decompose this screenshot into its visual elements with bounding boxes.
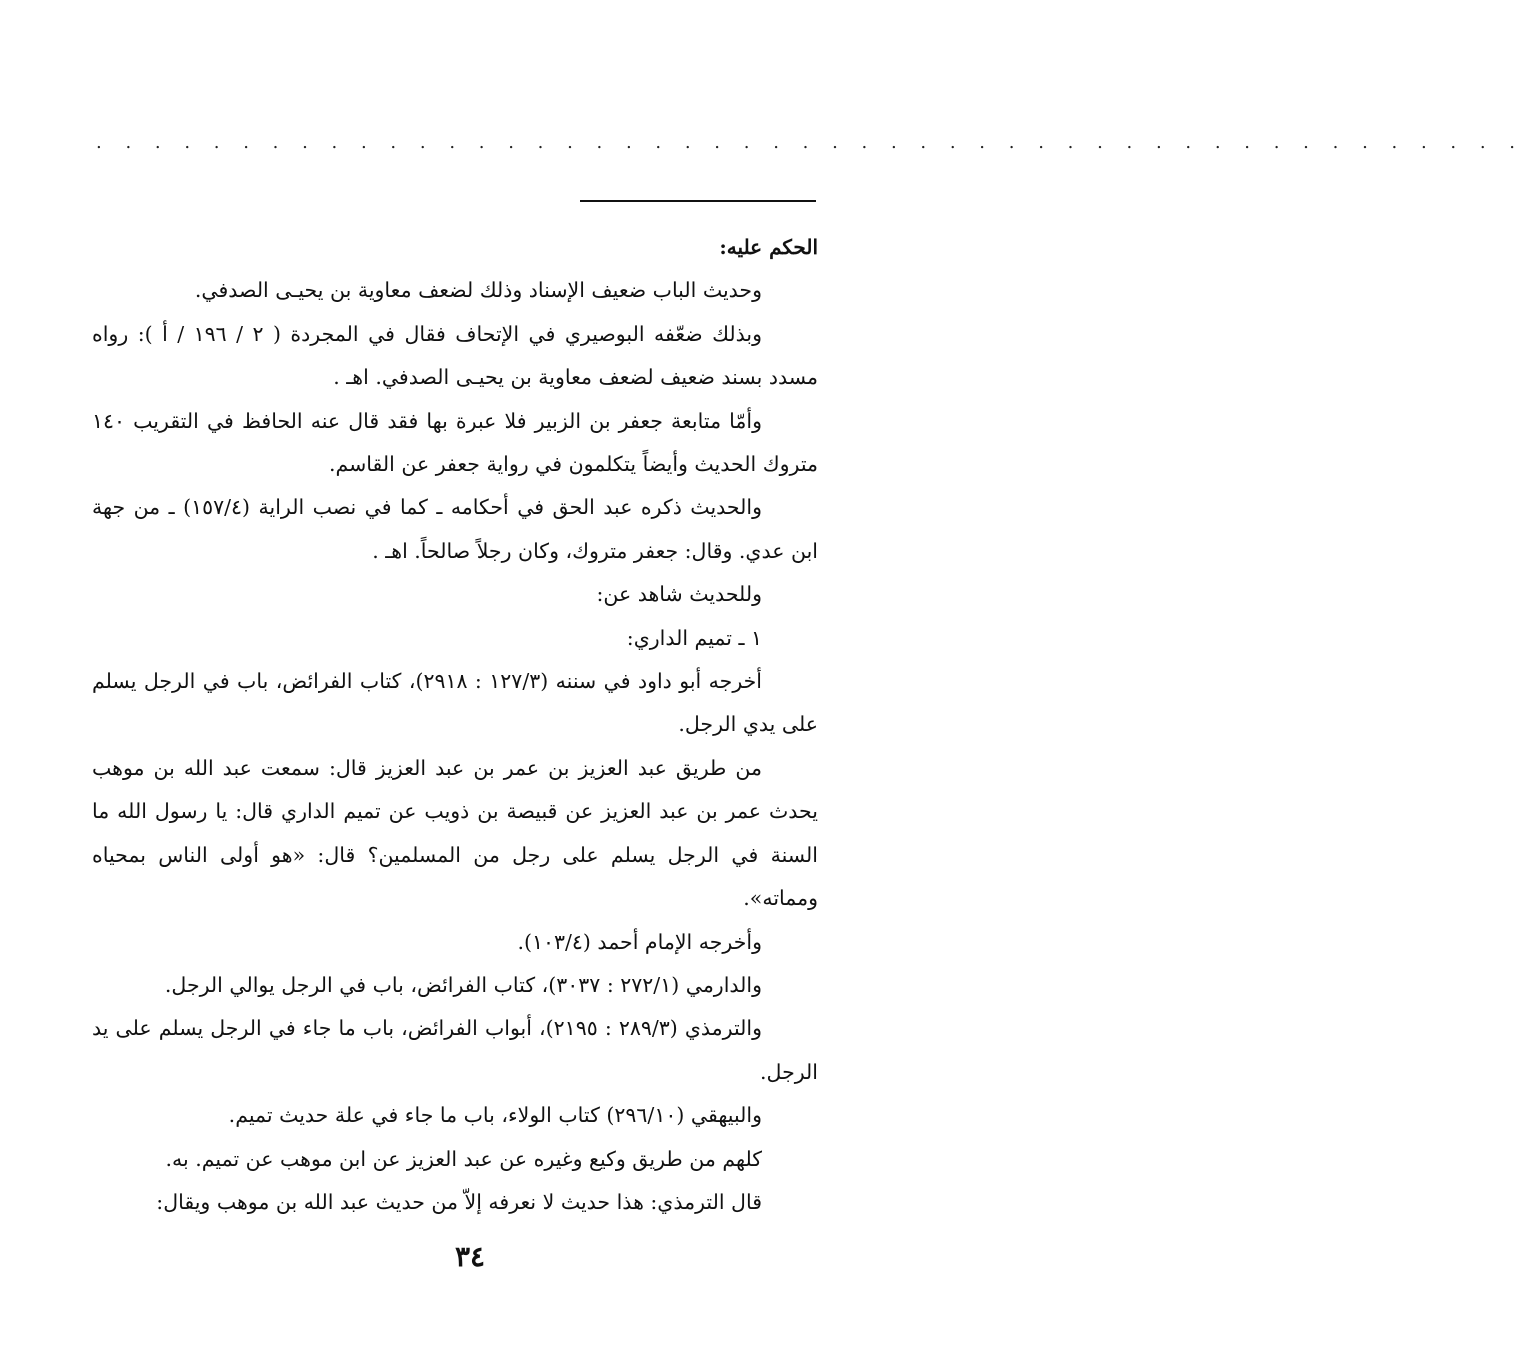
paragraph-7: أخرجه أبو داود في سننه (١٢٧/٣ : ٢٩١٨)، كتاب الفرائض، باب في الرجل يسلم على يدي الرجل. (92, 669, 818, 737)
paragraph-4: والحديث ذكره عبد الحق في أحكامه ـ كما في نصب الراية (١٥٧/٤) ـ من جهة ابن عدي. وقال: جعفر متروك، وكان رجلاً صالحاً. اهـ . (92, 495, 818, 563)
paragraph-5: وللحديث شاهد عن: (596, 582, 762, 607)
paragraph-11: والترمذي (٢٨٩/٣ : ٢١٩٥)، أبواب الفرائض، باب ما جاء في الرجل يسلم على يد الرجل. (92, 1016, 818, 1084)
paragraph-2: وبذلك ضعّفه البوصيري في الإتحاف فقال في المجردة ( ٢ / ١٩٦ / أ ): رواه مسدد بسند ضعيف لضعف معاوية بن يحيـى الصدفي. اهـ . (92, 321, 818, 390)
paragraph-14: قال الترمذي: هذا حديث لا نعرفه إلاّ من حديث عبد الله بن موهب ويقال: (156, 1189, 762, 1214)
section-heading: الحكم عليه: (719, 235, 818, 259)
section-rule (580, 200, 816, 202)
paragraph-13: كلهم من طريق وكيع وغيره عن عبد العزيز عن ابن موهب عن تميم. به. (165, 1146, 762, 1171)
paragraph-3: وأمّا متابعة جعفر بن الزبير فلا عبرة بها فقد قال عنه الحافظ في التقريب ١٤٠ متروك الحديث وأيضاً يتكلمون في رواية جعفر عن القاسم. (92, 408, 818, 477)
paragraph-12: والبيهقي (٢٩٦/١٠) كتاب الولاء، باب ما جاء في علة حديث تميم. (228, 1103, 762, 1128)
page-number: ٣٤ (454, 1240, 486, 1273)
paragraph-10: والدارمي (٢٧٢/١ : ٣٠٣٧)، كتاب الفرائض، باب في الرجل يوالي الرجل. (164, 972, 762, 997)
dotted-separator: . . . . . . . . . . . . . . . . . . . . . . . . . . . . . . . . . . . . . . . . . . . . . . . . . (96, 132, 1524, 153)
paragraph-1: وحديث الباب ضعيف الإسناد وذلك لضعف معاوية بن يحيـى الصدفي. (194, 278, 762, 303)
paragraph-9: وأخرجه الإمام أحمد (١٠٣/٤). (517, 929, 762, 954)
body-text (92, 226, 818, 1224)
paragraph-8: من طريق عبد العزيز بن عمر بن عبد العزيز قال: سمعت عبد الله بن موهب يحدث عمر بن عبد العزيز عن قبيصة بن ذويب عن تميم الداري قال: يا رسول الله ما السنة في الرجل يسلم على رجل من المسلمين؟ قال: «هو أولى الناس بمحياه ومماته». (92, 755, 818, 911)
paragraph-6: ١ ـ تميم الداري: (626, 625, 762, 650)
